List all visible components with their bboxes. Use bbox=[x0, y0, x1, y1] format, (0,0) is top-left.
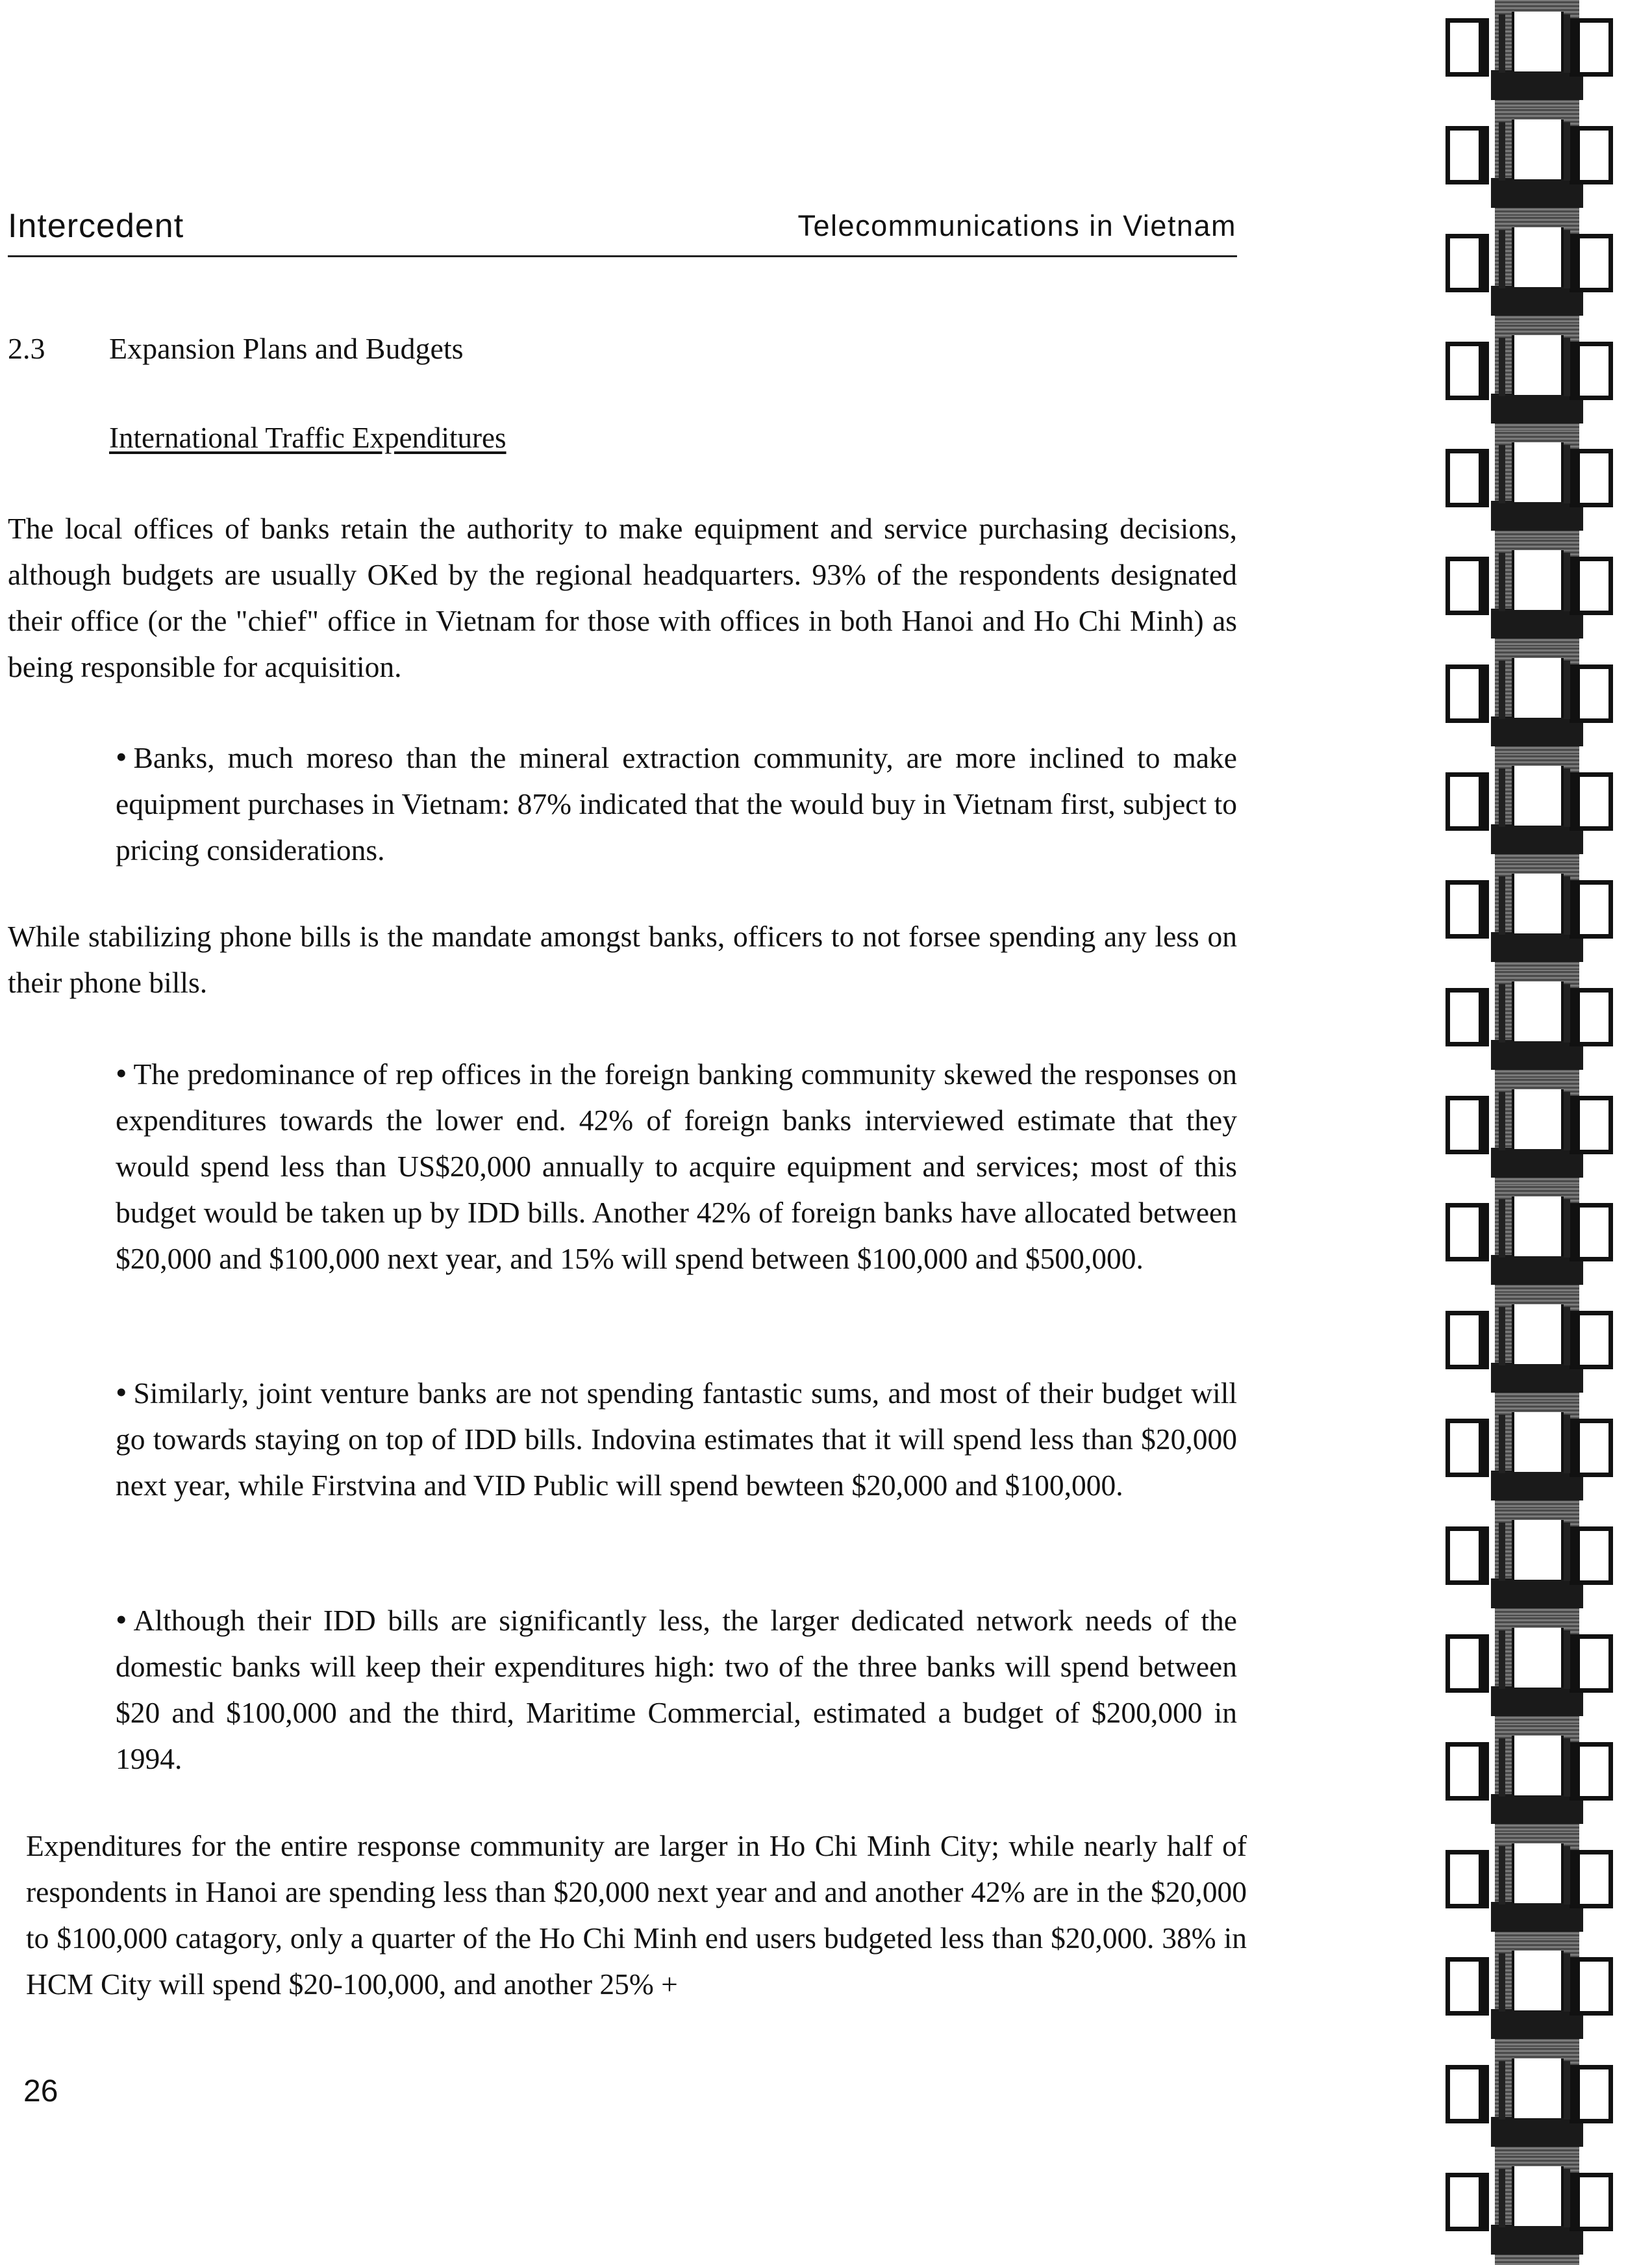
bullet-2-text: The predominance of rep offices in the foreign banking community skewed the responses on expenditures towards the lower end. 42% of foreign banks interviewed estimate that they would spend less than US$20,000 annually to acquire equipment and services; most of this budget would be taken up by IDD bills. Another 42% of foreign banks have allocated between $20,000 and $100,000 next year, and 15% will spend between $100,000 and $500,000. bbox=[116, 1057, 1237, 1275]
binding-ring bbox=[1442, 538, 1636, 649]
subheading: International Traffic Expenditures bbox=[109, 422, 507, 454]
spiral-binding bbox=[1442, 0, 1636, 2262]
bullet-icon: • bbox=[116, 1055, 127, 1091]
binding-ring bbox=[1442, 1939, 1636, 2049]
binding-ring bbox=[1442, 1078, 1636, 1188]
bullet-3-text: Similarly, joint venture banks are not spending fantastic sums, and most of their budget will go towards staying on top of IDD bills. Indovina estimates that it will spend less than $20,000 next year, while Firstvina and VID Public will spend bewteen $20,000 and $100,000. bbox=[116, 1376, 1237, 1502]
binding-ring bbox=[1442, 1508, 1636, 1619]
bullet-3 bbox=[116, 1369, 1237, 1508]
binding-ring bbox=[1442, 1616, 1636, 1727]
bullet-4-text: Although their IDD bills are significantly less, the larger dedicated network needs of the domestic banks will keep their expenditures high: two of the three banks will spend between $20 and $100,000 and the third, Maritime Commercial, estimated a budget of $200,000 in 1994. bbox=[116, 1604, 1237, 1775]
paragraph-1: The local offices of banks retain the authority to make equipment and service purchasing decisions, although budgets are usually OKed by the regional headquarters. 93% of the respondents designated their office (or the "chief" office in Vietnam for those with offices in both Hanoi and Ho Chi Minh) as being responsible for acquisition. bbox=[8, 512, 1237, 683]
header-divider bbox=[8, 255, 1237, 257]
binding-ring bbox=[1442, 1832, 1636, 1942]
bullet-2 bbox=[116, 1050, 1237, 1282]
bullet-4 bbox=[116, 1597, 1237, 1782]
binding-ring bbox=[1442, 862, 1636, 972]
binding-ring bbox=[1442, 1293, 1636, 1403]
binding-ring bbox=[1442, 431, 1636, 541]
section-number: 2.3 bbox=[8, 332, 45, 365]
binding-ring bbox=[1442, 646, 1636, 757]
paragraph-2: While stabilizing phone bills is the mandate amongst banks, officers to not forsee spending any less on their phone bills. bbox=[8, 920, 1237, 999]
paragraph-3: Expenditures for the entire response community are larger in Ho Chi Minh City; while nearly half of respondents in Hanoi are spending less than $20,000 next year and and another 42% are in the $20,000 to $100,000 catagory, only a quarter of the Ho Chi Minh end users budgeted less than $20,000. 38% in HCM City will spend $20-100,000, and another 25% + bbox=[26, 1829, 1247, 2001]
bullet-icon: • bbox=[116, 1601, 127, 1638]
binding-ring bbox=[1442, 2047, 1636, 2157]
section-title: Expansion Plans and Budgets bbox=[109, 332, 464, 365]
binding-ring bbox=[1442, 0, 1636, 110]
page-number: 26 bbox=[23, 2074, 58, 2108]
binding-ring bbox=[1442, 754, 1636, 865]
binding-ring bbox=[1442, 2155, 1636, 2265]
binding-ring bbox=[1442, 216, 1636, 326]
binding-ring bbox=[1442, 1400, 1636, 1511]
binding-ring bbox=[1442, 1724, 1636, 1834]
bullet-1 bbox=[116, 734, 1237, 873]
binding-ring bbox=[1442, 1185, 1636, 1295]
binding-ring bbox=[1442, 970, 1636, 1080]
header-report-title: Telecommunications in Vietnam bbox=[797, 209, 1236, 242]
bullet-icon: • bbox=[116, 1374, 127, 1410]
binding-ring bbox=[1442, 323, 1636, 434]
bullet-icon: • bbox=[116, 739, 127, 775]
binding-ring bbox=[1442, 108, 1636, 218]
bullet-1-text: Banks, much moreso than the mineral extraction community, are more inclined to make equipment purchases in Vietnam: 87% indicated that the would buy in Vietnam first, subject to pricing considerations. bbox=[116, 741, 1237, 867]
header-company-name: Intercedent bbox=[8, 207, 184, 245]
